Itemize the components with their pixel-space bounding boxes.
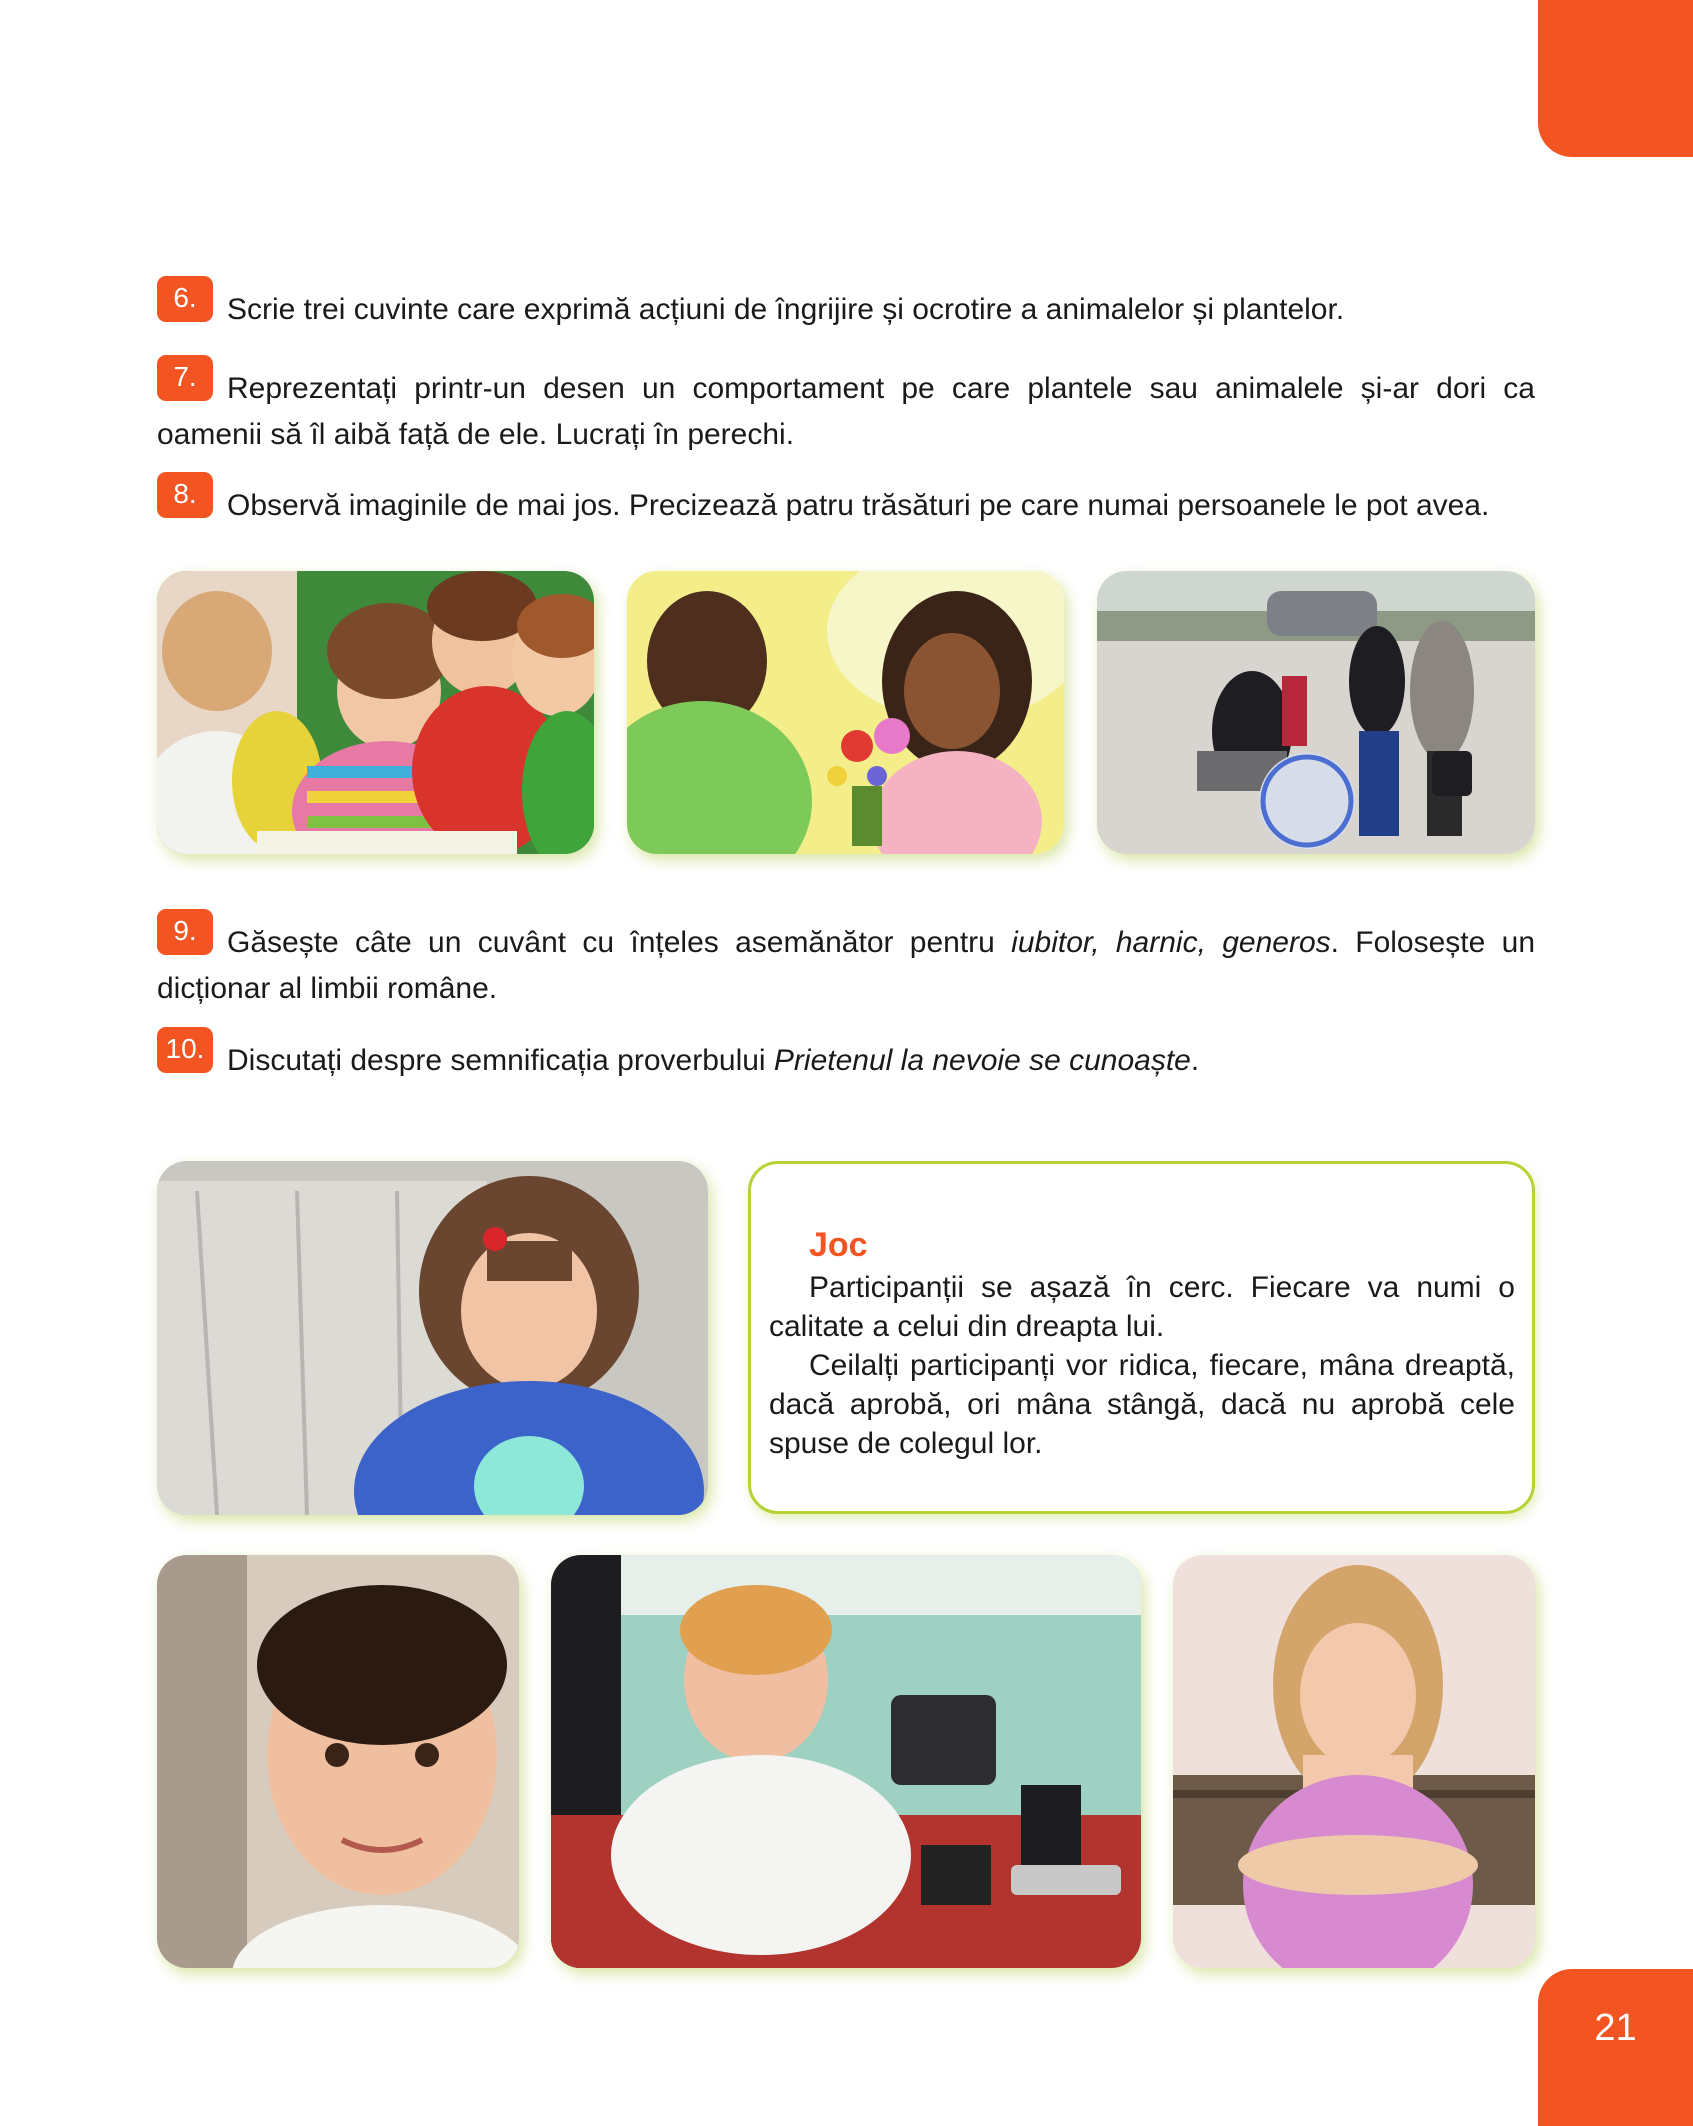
game-box (748, 1161, 1535, 1514)
exercise-9 (157, 915, 1535, 1008)
game-title: Joc (809, 1226, 868, 1264)
exercise-text: Discutați despre semnificația proverbului (227, 1044, 774, 1077)
exercise-7 (157, 361, 1535, 454)
exercise-10 (157, 1033, 1535, 1087)
photo-girl-grimacing (157, 1161, 708, 1515)
photo-children-reading (157, 571, 594, 854)
exercise-text: Găsește câte un cuvânt cu înțeles asemănător pentru (227, 926, 1012, 959)
exercise-text: Observă imaginile de mai jos. Precizează patru trăsături pe care numai persoanele le pot avea. (227, 489, 1490, 522)
exercise-number-badge: 7. (157, 355, 213, 401)
exercise-number-badge: 8. (157, 472, 213, 518)
exercise-text-end: . Folosește un dicționar al limbii române. (157, 926, 1535, 1005)
game-paragraph: Participanții se așază în cerc. Fiecare va numi o calitate a celui din dreapta lui. (769, 1271, 1515, 1343)
photo-wheelchair-street (1097, 571, 1535, 854)
photo-boy-smiling (157, 1555, 519, 1968)
photo-boy-at-desk (551, 1555, 1141, 1968)
corner-tab (1538, 0, 1693, 157)
exercise-8 (157, 478, 1535, 532)
exercise-number-badge: 10. (157, 1027, 213, 1073)
exercise-italic-words: iubitor, harnic, generos (1011, 926, 1331, 959)
exercise-text-end: . (1190, 1044, 1200, 1077)
page-number: 21 (1538, 1969, 1693, 2126)
photo-girl-arms-crossed (1173, 1555, 1535, 1968)
proverb: Prietenul la nevoie se cunoaște (773, 1044, 1191, 1077)
game-text (769, 1268, 1515, 1463)
photo-boy-gives-flowers (627, 571, 1064, 854)
exercise-text: Scrie trei cuvinte care exprimă acțiuni de îngrijire și ocrotire a animalelor și plantelor. (227, 293, 1345, 326)
game-paragraph: Ceilalți participanți vor ridica, fiecare, mâna dreaptă, dacă aprobă, ori mâna stângă, dacă nu aprobă cele spuse de colegul lor. (769, 1349, 1515, 1460)
exercise-number-badge: 6. (157, 276, 213, 322)
exercise-number-badge: 9. (157, 909, 213, 955)
exercise-text: Reprezentați printr-un desen un comportament pe care plantele sau animalele și-ar dori ca oamenii să îl aibă față de ele. Lucrați în perechi. (157, 372, 1535, 451)
exercise-6 (157, 282, 1535, 336)
